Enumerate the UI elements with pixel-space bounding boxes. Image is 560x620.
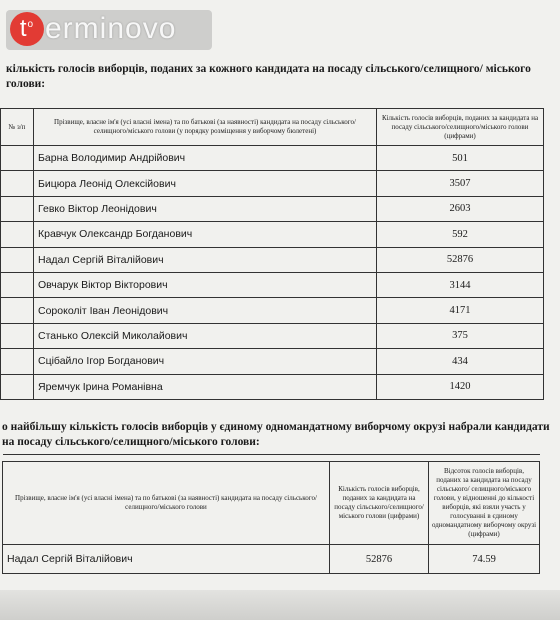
candidate-votes: 2603 <box>377 196 544 221</box>
row-index <box>1 146 34 171</box>
candidate-name: Сцібайло Ігор Богданович <box>34 349 377 374</box>
section-heading-winner: о найбільшу кількість голосів виборців у єдиному одномандатному виборчому окрузі набрали кандидати на посаду сільського/селищного/міського голови: <box>2 421 550 448</box>
candidate-name: Яремчук Ірина Романівна <box>34 374 377 399</box>
winner-percent: 74.59 <box>429 545 540 574</box>
table-row <box>1 298 544 323</box>
table-row <box>1 196 544 221</box>
table-row <box>1 323 544 348</box>
table-row <box>1 222 544 247</box>
table-row <box>1 171 544 196</box>
gap-cell <box>3 455 540 462</box>
row-index <box>1 247 34 272</box>
row-index <box>1 323 34 348</box>
winner-votes: 52876 <box>330 545 429 574</box>
terminovo-logo <box>10 12 176 46</box>
candidate-votes: 1420 <box>377 374 544 399</box>
row-index <box>1 272 34 297</box>
section-heading-votes: кількість голосів виборців, поданих за кожного кандидата на посаду сільського/селищного/ міського голови: <box>6 63 531 90</box>
table-row <box>1 272 544 297</box>
candidate-votes: 3507 <box>377 171 544 196</box>
row-index <box>1 222 34 247</box>
candidate-votes: 3144 <box>377 272 544 297</box>
candidate-name: Овчарук Віктор Вікторович <box>34 272 377 297</box>
row-index <box>1 374 34 399</box>
candidate-name: Барна Володимир Андрійович <box>34 146 377 171</box>
candidate-name: Станько Олексій Миколайович <box>34 323 377 348</box>
header-percent: Відсоток голосів виборців, поданих за кандидата на посаду сільського/ селищного/міського голови, у відношенні до кількості виборців, які взяли участь у голосуванні в єдиному одномандатному виборчому окрузі (цифрами) <box>429 462 540 545</box>
header-index: № з/п <box>1 109 34 146</box>
table-top-gap <box>3 455 540 462</box>
table-header-row <box>1 109 544 146</box>
candidates-votes-table <box>0 108 544 400</box>
logo-circle: t $^o$ <box>10 12 44 46</box>
candidate-votes: 434 <box>377 349 544 374</box>
logo-word: erminovo <box>45 12 177 45</box>
candidate-name: Кравчук Олександр Богданович <box>34 222 377 247</box>
candidate-name: Надал Сергій Віталійович <box>34 247 377 272</box>
row-index <box>1 171 34 196</box>
row-index <box>1 298 34 323</box>
candidate-votes: 375 <box>377 323 544 348</box>
header-name: Прізвище, власне ім'я (усі власні імена) та по батькові (за наявності) кандидата на посаду сільського/селищного/міського голови <box>3 462 330 545</box>
table-row <box>3 545 540 574</box>
header-votes: Кількість голосів виборців, поданих за кандидата на посаду сільського/селищного/міського голови (цифрами) <box>377 109 544 146</box>
table-row <box>1 349 544 374</box>
candidate-name: Сороколіт Іван Леонідович <box>34 298 377 323</box>
candidate-name: Бицюра Леонід Олексійович <box>34 171 377 196</box>
table-row <box>1 146 544 171</box>
table-row <box>1 374 544 399</box>
candidate-votes: 592 <box>377 222 544 247</box>
table-row <box>1 247 544 272</box>
table-header-row <box>3 462 540 545</box>
row-index <box>1 349 34 374</box>
row-index <box>1 196 34 221</box>
page-bottom-shadow <box>0 590 560 620</box>
header-votes: Кількість голосів виборців, поданих за кандидата на посаду сільського/селищного/ міського голови (цифрами) <box>330 462 429 545</box>
winner-name: Надал Сергій Віталійович <box>3 545 330 574</box>
candidate-votes: 52876 <box>377 247 544 272</box>
candidate-votes: 4171 <box>377 298 544 323</box>
header-name: Прізвище, власне ім'я (усі власні імена) та по батькові (за наявності) кандидата на посаду сільського/селищного/міського голови (у порядку розміщення у виборчому бюлетені) <box>34 109 377 146</box>
winner-table <box>2 454 540 574</box>
candidate-name: Гевко Віктор Леонідович <box>34 196 377 221</box>
candidate-votes: 501 <box>377 146 544 171</box>
